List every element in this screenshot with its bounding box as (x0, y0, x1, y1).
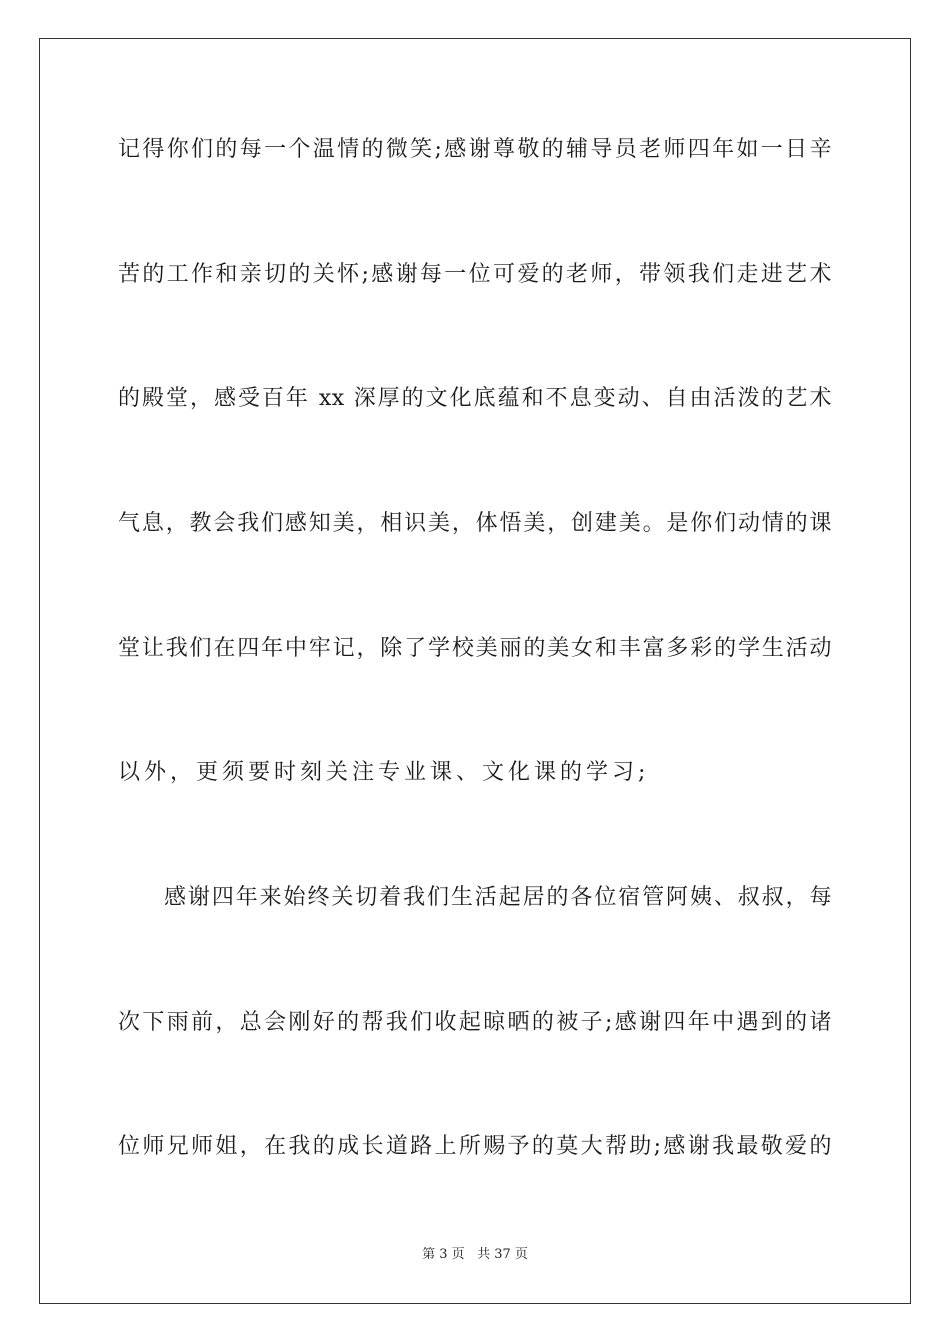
page-total: 共 37 页 (477, 1247, 528, 1262)
paragraph-line: 次下雨前，总会刚好的帮我们收起晾晒的被子;感谢四年中遇到的诸 (118, 1010, 832, 1035)
page-number: 第 3 页 (422, 1247, 465, 1262)
paragraph-line: 记得你们的每一个温情的微笑;感谢尊敬的辅导员老师四年如一日辛 (118, 137, 832, 162)
page-footer (0, 1246, 950, 1264)
paragraph-line: 感谢四年来始终关切着我们生活起居的各位宿管阿姨、叔叔，每 (164, 885, 832, 910)
paragraph-line: 位师兄师姐，在我的成长道路上所赐予的莫大帮助;感谢我最敬爱的 (118, 1134, 832, 1159)
paragraph-line: 堂让我们在四年中牢记，除了学校美丽的美女和丰富多彩的学生活动 (118, 636, 832, 661)
paragraph-line: 以外，更须要时刻关注专业课、文化课的学习; (118, 760, 650, 785)
paragraph-line: 苦的工作和亲切的关怀;感谢每一位可爱的老师，带领我们走进艺术 (118, 262, 832, 287)
page-border (39, 38, 911, 1304)
paragraph-line: 气息，教会我们感知美，相识美，体悟美，创建美。是你们动情的课 (118, 511, 832, 536)
paragraph-line: 的殿堂，感受百年 xx 深厚的文化底蕴和不息变动、自由活泼的艺术 (118, 386, 832, 411)
